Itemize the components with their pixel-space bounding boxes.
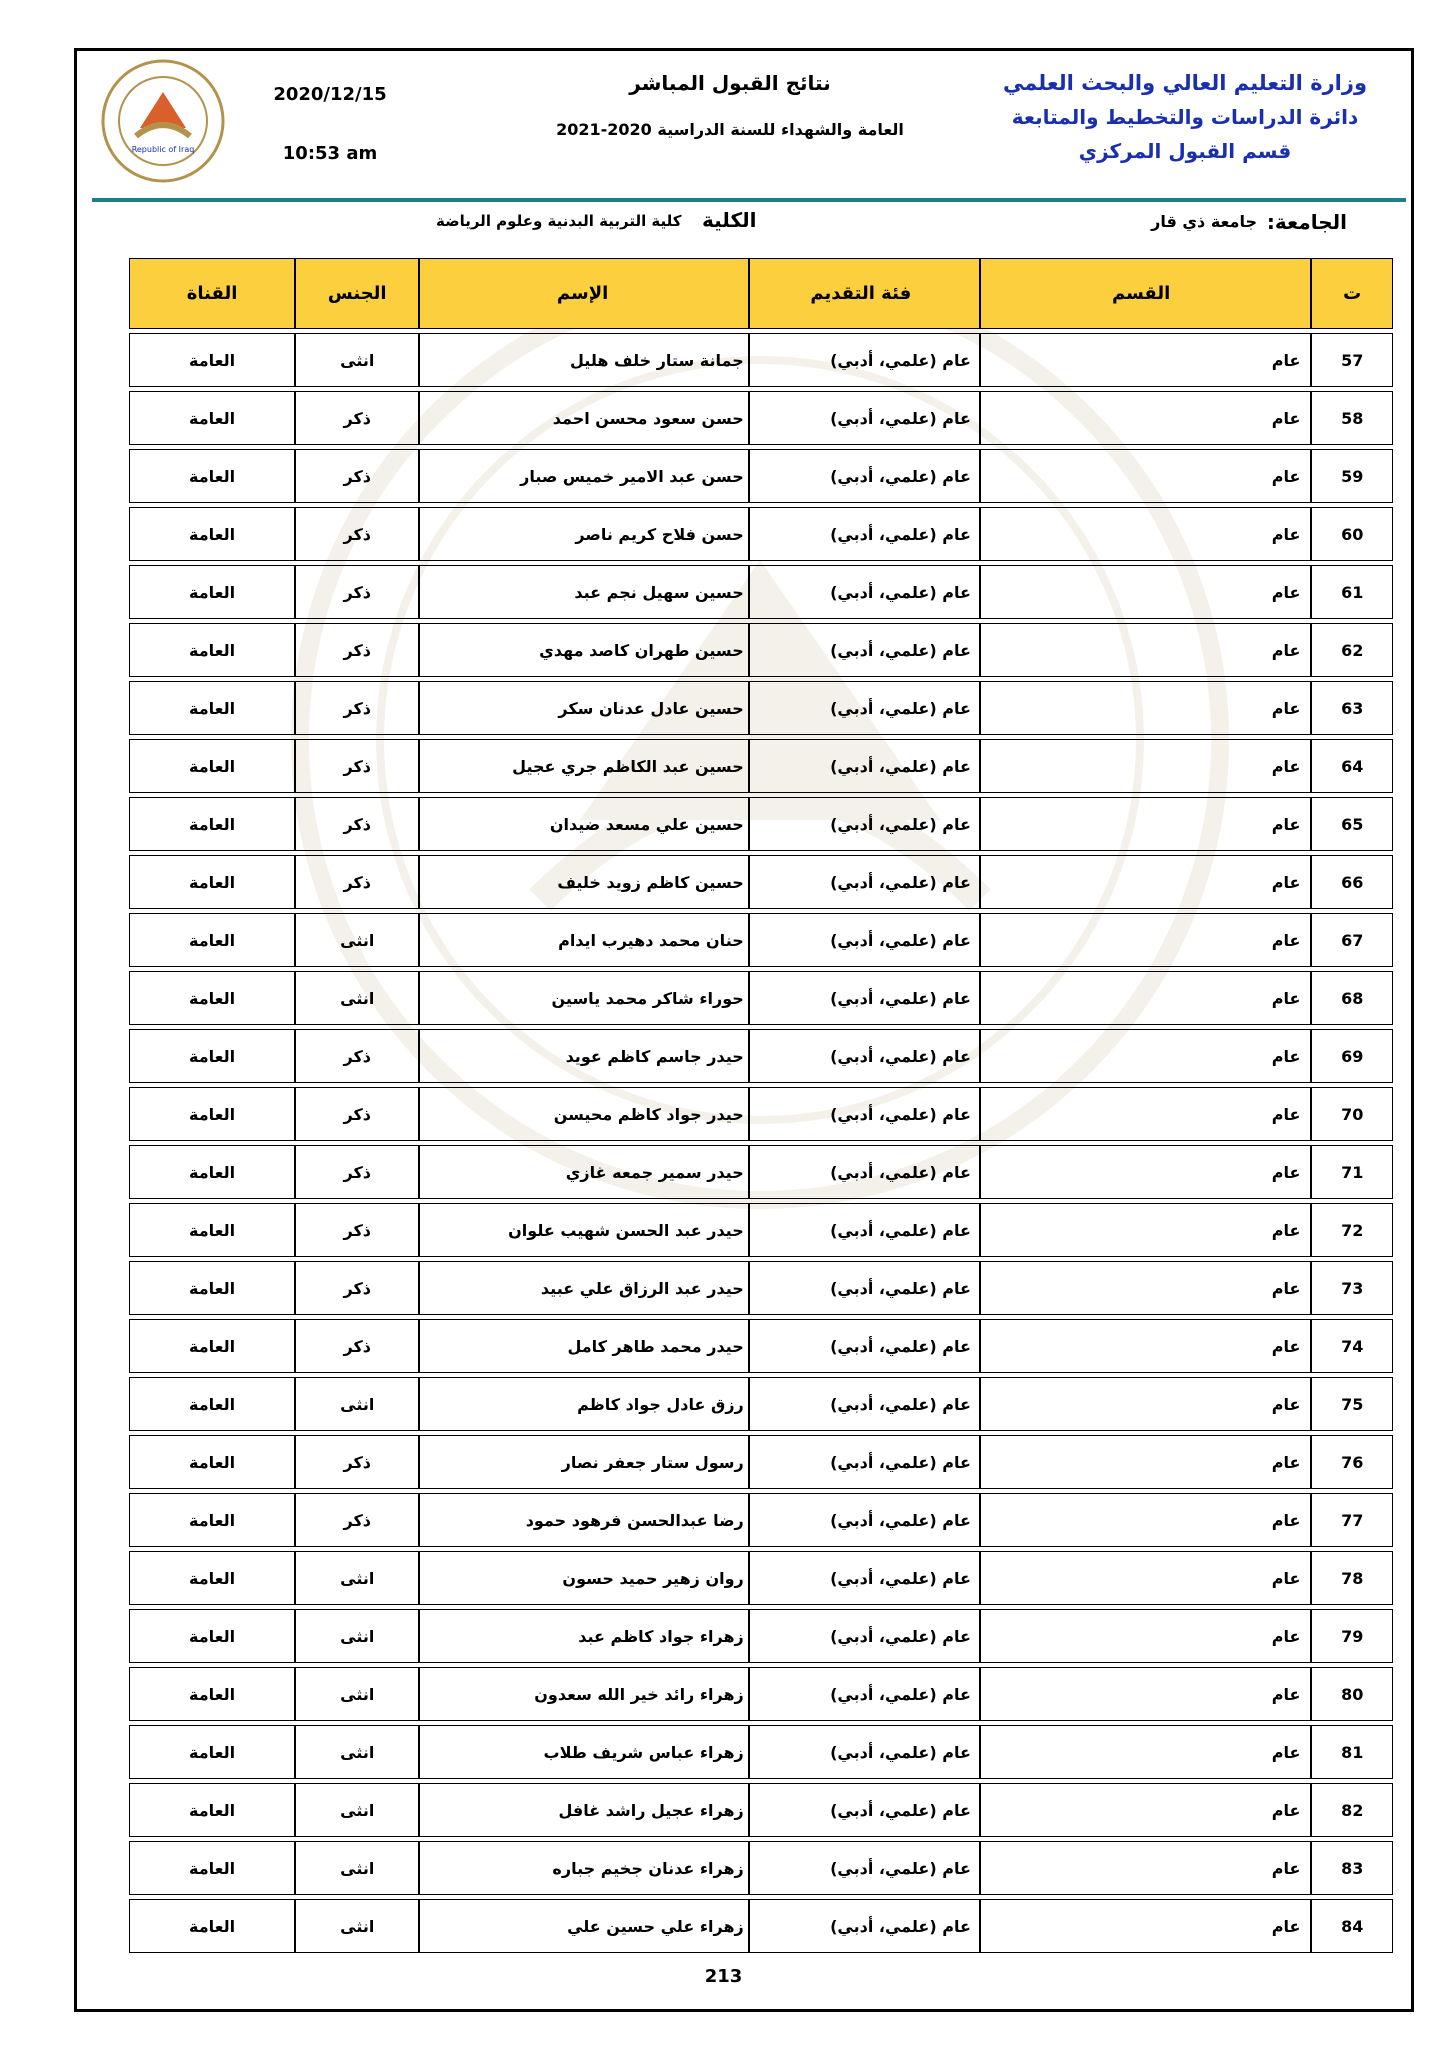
row-name: حسن عبد الامير خميس صبار — [419, 449, 748, 503]
row-department: عام — [980, 623, 1312, 677]
row-name: حيدر سمير جمعه غازي — [419, 1145, 748, 1199]
row-number: 62 — [1311, 623, 1393, 677]
row-number: 58 — [1311, 391, 1393, 445]
college-value: كلية التربية البدنية وعلوم الرياضة — [436, 212, 682, 230]
row-channel: العامة — [129, 855, 295, 909]
row-number: 66 — [1311, 855, 1393, 909]
row-channel: العامة — [129, 565, 295, 619]
row-channel: العامة — [129, 1261, 295, 1315]
row-department: عام — [980, 1551, 1312, 1605]
row-category: عام (علمي، أدبي) — [749, 1783, 980, 1837]
table-row — [129, 1087, 1393, 1141]
row-channel: العامة — [129, 1145, 295, 1199]
row-channel: العامة — [129, 681, 295, 735]
row-number: 78 — [1311, 1551, 1393, 1605]
row-number: 60 — [1311, 507, 1393, 561]
row-channel: العامة — [129, 1899, 295, 1953]
row-category: عام (علمي، أدبي) — [749, 1145, 980, 1199]
row-category: عام (علمي، أدبي) — [749, 565, 980, 619]
row-name: زهراء عباس شريف طلاب — [419, 1725, 748, 1779]
row-channel: العامة — [129, 1551, 295, 1605]
header-name: الإسم — [419, 258, 748, 329]
row-number: 71 — [1311, 1145, 1393, 1199]
row-department: عام — [980, 739, 1312, 793]
row-gender: ذكر — [295, 1087, 419, 1141]
table-row — [129, 1841, 1393, 1895]
university-value: جامعة ذي قار — [1151, 212, 1257, 231]
row-channel: العامة — [129, 1435, 295, 1489]
table-header-row — [129, 258, 1393, 329]
table-row — [129, 1783, 1393, 1837]
row-name: حسين علي مسعد ضيدان — [419, 797, 748, 851]
row-category: عام (علمي، أدبي) — [749, 797, 980, 851]
college-label: الكلية — [702, 208, 757, 232]
page-number: 213 — [704, 1966, 743, 1987]
row-category: عام (علمي، أدبي) — [749, 1493, 980, 1547]
table-row — [129, 1609, 1393, 1663]
row-gender: ذكر — [295, 507, 419, 561]
row-gender: ذكر — [295, 1435, 419, 1489]
row-name: حسن فلاح كريم ناصر — [419, 507, 748, 561]
row-channel: العامة — [129, 1377, 295, 1431]
row-category: عام (علمي، أدبي) — [749, 1261, 980, 1315]
row-category: عام (علمي، أدبي) — [749, 333, 980, 387]
row-channel: العامة — [129, 1725, 295, 1779]
row-department: عام — [980, 1493, 1312, 1547]
table-row — [129, 565, 1393, 619]
header-channel: القناة — [129, 258, 295, 329]
row-name: حسين طهران كاصد مهدي — [419, 623, 748, 677]
header-department: القسم — [980, 258, 1312, 329]
row-department: عام — [980, 507, 1312, 561]
row-number: 70 — [1311, 1087, 1393, 1141]
row-gender: ذكر — [295, 1203, 419, 1257]
row-channel: العامة — [129, 739, 295, 793]
table-row — [129, 1319, 1393, 1373]
row-number: 83 — [1311, 1841, 1393, 1895]
row-gender: ذكر — [295, 1319, 419, 1373]
ministry-name: وزارة التعليم العالي والبحث العلمي — [1002, 71, 1368, 95]
row-name: روان زهير حميد حسون — [419, 1551, 748, 1605]
row-number: 76 — [1311, 1435, 1393, 1489]
table-row — [129, 333, 1393, 387]
row-number: 79 — [1311, 1609, 1393, 1663]
row-name: حسين سهيل نجم عبد — [419, 565, 748, 619]
row-department: عام — [980, 1841, 1312, 1895]
row-name: حيدر جواد كاظم محيسن — [419, 1087, 748, 1141]
row-name: رضا عبدالحسن فرهود حمود — [419, 1493, 748, 1547]
seal-center-text: Republic of Iraq — [131, 145, 195, 154]
row-gender: ذكر — [295, 739, 419, 793]
row-channel: العامة — [129, 1493, 295, 1547]
row-department: عام — [980, 1725, 1312, 1779]
row-department: عام — [980, 971, 1312, 1025]
row-channel: العامة — [129, 1609, 295, 1663]
row-department: عام — [980, 1087, 1312, 1141]
row-channel: العامة — [129, 449, 295, 503]
row-number: 69 — [1311, 1029, 1393, 1083]
row-gender: انثى — [295, 913, 419, 967]
row-department: عام — [980, 449, 1312, 503]
university-label: الجامعة: — [1266, 210, 1347, 234]
row-gender: انثى — [295, 333, 419, 387]
table-row — [129, 797, 1393, 851]
section-name: قسم القبول المركزي — [1078, 139, 1292, 163]
row-gender: ذكر — [295, 1029, 419, 1083]
row-channel: العامة — [129, 1841, 295, 1895]
row-channel: العامة — [129, 1203, 295, 1257]
row-gender: ذكر — [295, 449, 419, 503]
table-row — [129, 391, 1393, 445]
row-category: عام (علمي، أدبي) — [749, 1087, 980, 1141]
row-number: 77 — [1311, 1493, 1393, 1547]
row-channel: العامة — [129, 623, 295, 677]
row-number: 64 — [1311, 739, 1393, 793]
row-department: عام — [980, 333, 1312, 387]
row-gender: ذكر — [295, 797, 419, 851]
header-number: ت — [1311, 258, 1393, 329]
row-gender: ذكر — [295, 681, 419, 735]
table-row — [129, 1203, 1393, 1257]
row-channel: العامة — [129, 333, 295, 387]
row-gender: انثى — [295, 1609, 419, 1663]
row-name: زهراء جواد كاظم عبد — [419, 1609, 748, 1663]
row-category: عام (علمي، أدبي) — [749, 681, 980, 735]
row-department: عام — [980, 391, 1312, 445]
table-row — [129, 1377, 1393, 1431]
row-number: 80 — [1311, 1667, 1393, 1721]
table-row — [129, 1435, 1393, 1489]
row-channel: العامة — [129, 1319, 295, 1373]
row-category: عام (علمي، أدبي) — [749, 855, 980, 909]
row-category: عام (علمي، أدبي) — [749, 1435, 980, 1489]
row-category: عام (علمي، أدبي) — [749, 1203, 980, 1257]
row-number: 68 — [1311, 971, 1393, 1025]
row-category: عام (علمي، أدبي) — [749, 1899, 980, 1953]
row-department: عام — [980, 1261, 1312, 1315]
table-row — [129, 681, 1393, 735]
row-category: عام (علمي، أدبي) — [749, 623, 980, 677]
row-channel: العامة — [129, 1029, 295, 1083]
table-row — [129, 623, 1393, 677]
table-row — [129, 449, 1393, 503]
row-department: عام — [980, 855, 1312, 909]
row-channel: العامة — [129, 1783, 295, 1837]
row-number: 82 — [1311, 1783, 1393, 1837]
row-gender: انثى — [295, 1725, 419, 1779]
row-channel: العامة — [129, 507, 295, 561]
table-row — [129, 1145, 1393, 1199]
row-number: 75 — [1311, 1377, 1393, 1431]
table-row — [129, 1899, 1393, 1953]
row-department: عام — [980, 1377, 1312, 1431]
row-department: عام — [980, 1029, 1312, 1083]
row-name: زهراء عجيل راشد غافل — [419, 1783, 748, 1837]
row-gender: ذكر — [295, 565, 419, 619]
row-name: حيدر جاسم كاظم عويد — [419, 1029, 748, 1083]
row-number: 74 — [1311, 1319, 1393, 1373]
row-category: عام (علمي، أدبي) — [749, 507, 980, 561]
row-category: عام (علمي، أدبي) — [749, 913, 980, 967]
row-name: رسول ستار جعفر نصار — [419, 1435, 748, 1489]
row-category: عام (علمي، أدبي) — [749, 1841, 980, 1895]
row-number: 65 — [1311, 797, 1393, 851]
row-channel: العامة — [129, 971, 295, 1025]
header-gender: الجنس — [295, 258, 419, 329]
row-number: 63 — [1311, 681, 1393, 735]
row-category: عام (علمي، أدبي) — [749, 739, 980, 793]
row-name: حوراء شاكر محمد ياسين — [419, 971, 748, 1025]
row-gender: ذكر — [295, 391, 419, 445]
row-gender: انثى — [295, 1667, 419, 1721]
table-row — [129, 507, 1393, 561]
table-row — [129, 1029, 1393, 1083]
table-row — [129, 971, 1393, 1025]
row-number: 59 — [1311, 449, 1393, 503]
row-category: عام (علمي، أدبي) — [749, 1319, 980, 1373]
row-gender: انثى — [295, 1783, 419, 1837]
header-category: فئة التقديم — [749, 258, 980, 329]
row-channel: العامة — [129, 391, 295, 445]
table-row — [129, 1725, 1393, 1779]
row-gender: ذكر — [295, 1493, 419, 1547]
row-number: 81 — [1311, 1725, 1393, 1779]
table-row — [129, 1493, 1393, 1547]
header-divider — [92, 198, 1406, 202]
row-department: عام — [980, 797, 1312, 851]
row-category: عام (علمي، أدبي) — [749, 1725, 980, 1779]
row-name: حنان محمد دهيرب ايدام — [419, 913, 748, 967]
table-row — [129, 739, 1393, 793]
row-category: عام (علمي، أدبي) — [749, 1551, 980, 1605]
row-name: زهراء عدنان جخيم جباره — [419, 1841, 748, 1895]
row-name: حسين كاظم زويد خليف — [419, 855, 748, 909]
ministry-seal-icon — [100, 58, 226, 184]
document-title: نتائج القبول المباشر — [629, 71, 831, 95]
row-gender: انثى — [295, 1899, 419, 1953]
row-department: عام — [980, 1145, 1312, 1199]
row-name: زهراء رائد خير الله سعدون — [419, 1667, 748, 1721]
row-gender: انثى — [295, 971, 419, 1025]
row-department: عام — [980, 1435, 1312, 1489]
row-number: 73 — [1311, 1261, 1393, 1315]
row-gender: انثى — [295, 1551, 419, 1605]
row-category: عام (علمي، أدبي) — [749, 391, 980, 445]
row-department: عام — [980, 1783, 1312, 1837]
row-gender: ذكر — [295, 1145, 419, 1199]
row-number: 67 — [1311, 913, 1393, 967]
row-name: جمانة ستار خلف هليل — [419, 333, 748, 387]
row-name: رزق عادل جواد كاظم — [419, 1377, 748, 1431]
row-name: حيدر عبد الرزاق علي عبيد — [419, 1261, 748, 1315]
row-department: عام — [980, 1203, 1312, 1257]
row-channel: العامة — [129, 1667, 295, 1721]
row-category: عام (علمي، أدبي) — [749, 449, 980, 503]
row-category: عام (علمي، أدبي) — [749, 1377, 980, 1431]
row-gender: ذكر — [295, 623, 419, 677]
row-category: عام (علمي، أدبي) — [749, 971, 980, 1025]
row-category: عام (علمي، أدبي) — [749, 1609, 980, 1663]
row-category: عام (علمي، أدبي) — [749, 1029, 980, 1083]
row-channel: العامة — [129, 913, 295, 967]
row-name: حيدر عبد الحسن شهيب علوان — [419, 1203, 748, 1257]
row-department: عام — [980, 565, 1312, 619]
row-name: زهراء علي حسين علي — [419, 1899, 748, 1953]
row-department: عام — [980, 1899, 1312, 1953]
table-row — [129, 913, 1393, 967]
row-number: 84 — [1311, 1899, 1393, 1953]
table-body — [129, 333, 1393, 1953]
row-gender: ذكر — [295, 855, 419, 909]
table-row — [129, 1261, 1393, 1315]
document-subtitle: العامة والشهداء للسنة الدراسية 2020-2021 — [556, 120, 904, 139]
row-number: 72 — [1311, 1203, 1393, 1257]
row-name: حسين عادل عدنان سكر — [419, 681, 748, 735]
print-time: 10:53 am — [282, 143, 378, 164]
department-name: دائرة الدراسات والتخطيط والمتابعة — [1011, 105, 1359, 129]
row-category: عام (علمي، أدبي) — [749, 1667, 980, 1721]
row-name: حسن سعود محسن احمد — [419, 391, 748, 445]
row-name: حيدر محمد طاهر كامل — [419, 1319, 748, 1373]
ministry-header — [995, 66, 1375, 168]
row-department: عام — [980, 913, 1312, 967]
row-gender: انثى — [295, 1377, 419, 1431]
row-number: 57 — [1311, 333, 1393, 387]
table-row — [129, 855, 1393, 909]
row-department: عام — [980, 681, 1312, 735]
table-row — [129, 1667, 1393, 1721]
print-date: 2020/12/15 — [273, 84, 387, 105]
table-row — [129, 1551, 1393, 1605]
row-name: حسين عبد الكاظم جري عجيل — [419, 739, 748, 793]
row-number: 61 — [1311, 565, 1393, 619]
admission-results-table — [129, 254, 1393, 1957]
row-department: عام — [980, 1319, 1312, 1373]
row-gender: انثى — [295, 1841, 419, 1895]
row-channel: العامة — [129, 1087, 295, 1141]
row-channel: العامة — [129, 797, 295, 851]
row-department: عام — [980, 1667, 1312, 1721]
document-title-block — [520, 66, 940, 150]
row-gender: ذكر — [295, 1261, 419, 1315]
row-department: عام — [980, 1609, 1312, 1663]
